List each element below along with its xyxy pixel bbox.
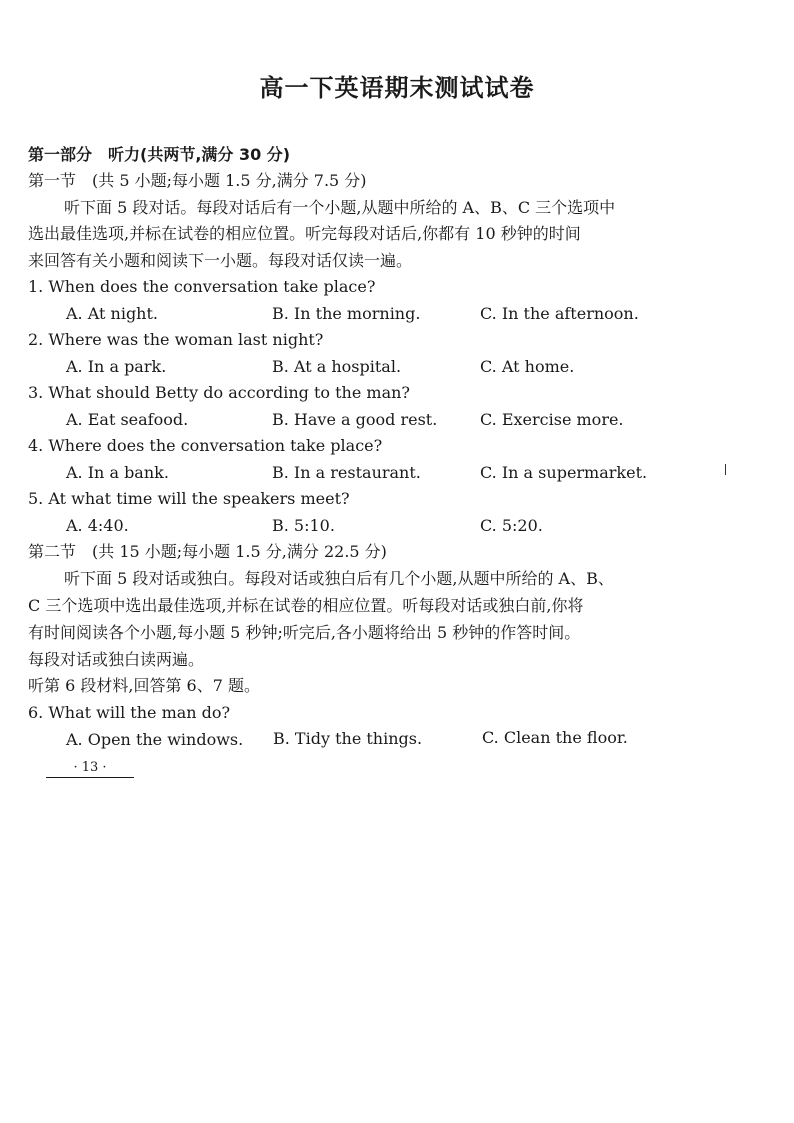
question-2-option-c: C. At home. bbox=[480, 357, 575, 376]
question-6-option-b: B. Tidy the things. bbox=[273, 729, 423, 748]
question-2-stem: 2. Where was the woman last night? bbox=[28, 330, 324, 349]
section1-instruction-line: 来回答有关小题和阅读下一小题。每段对话仅读一遍。 bbox=[28, 251, 413, 270]
question-3-option-a: A. Eat seafood. bbox=[66, 410, 189, 429]
question-5-option-b: B. 5:10. bbox=[272, 516, 335, 535]
question-4-stem: 4. Where does the conversation take place? bbox=[28, 436, 383, 455]
page-number: · 13 · bbox=[46, 760, 134, 778]
section2-instruction-line: 有时间阅读各个小题,每小题 5 秒钟;听完后,各小题将给出 5 秒钟的作答时间。 bbox=[28, 623, 581, 642]
question-1-option-c: C. In the afternoon. bbox=[480, 304, 639, 323]
section2-instruction-line: 听下面 5 段对话或独白。每段对话或独白后有几个小题,从题中所给的 A、B、 bbox=[64, 569, 614, 588]
question-6-option-a: A. Open the windows. bbox=[66, 730, 244, 749]
exam-title: 高一下英语期末测试试卷 bbox=[259, 74, 535, 102]
question-4-option-c: C. In a supermarket. bbox=[480, 463, 648, 482]
section1-instruction-line: 听下面 5 段对话。每段对话后有一个小题,从题中所给的 A、B、C 三个选项中 bbox=[64, 198, 616, 217]
question-2-option-a: A. In a park. bbox=[66, 357, 167, 376]
question-3-option-c: C. Exercise more. bbox=[480, 410, 624, 429]
question-3-option-b: B. Have a good rest. bbox=[272, 410, 438, 429]
material-note: 听第 6 段材料,回答第 6、7 题。 bbox=[28, 676, 260, 695]
part1-heading: 第一部分 听力(共两节,满分 30 分) bbox=[28, 145, 291, 164]
section2-heading: 第二节 (共 15 小题;每小题 1.5 分,满分 22.5 分) bbox=[28, 542, 387, 561]
question-6-option-c: C. Clean the floor. bbox=[482, 728, 628, 747]
question-2-option-b: B. At a hospital. bbox=[272, 357, 402, 376]
question-5-option-a: A. 4:40. bbox=[66, 516, 129, 535]
section2-instruction-line: C 三个选项中选出最佳选项,并标在试卷的相应位置。听每段对话或独白前,你将 bbox=[28, 596, 584, 615]
section1-instruction-line: 选出最佳选项,并标在试卷的相应位置。听完每段对话后,你都有 10 秒钟的时间 bbox=[28, 224, 581, 243]
margin-mark bbox=[725, 464, 726, 475]
section1-heading: 第一节 (共 5 小题;每小题 1.5 分,满分 7.5 分) bbox=[28, 171, 367, 190]
question-5-stem: 5. At what time will the speakers meet? bbox=[28, 489, 350, 508]
question-5-option-c: C. 5:20. bbox=[480, 516, 543, 535]
section2-instruction-line: 每段对话或独白读两遍。 bbox=[28, 650, 205, 669]
question-1-option-a: A. At night. bbox=[66, 304, 158, 323]
question-6-stem: 6. What will the man do? bbox=[28, 703, 231, 722]
question-1-option-b: B. In the morning. bbox=[272, 304, 421, 323]
question-4-option-a: A. In a bank. bbox=[66, 463, 169, 482]
question-1-stem: 1. When does the conversation take place? bbox=[28, 277, 376, 296]
question-4-option-b: B. In a restaurant. bbox=[272, 463, 421, 482]
question-3-stem: 3. What should Betty do according to the man? bbox=[28, 383, 410, 402]
